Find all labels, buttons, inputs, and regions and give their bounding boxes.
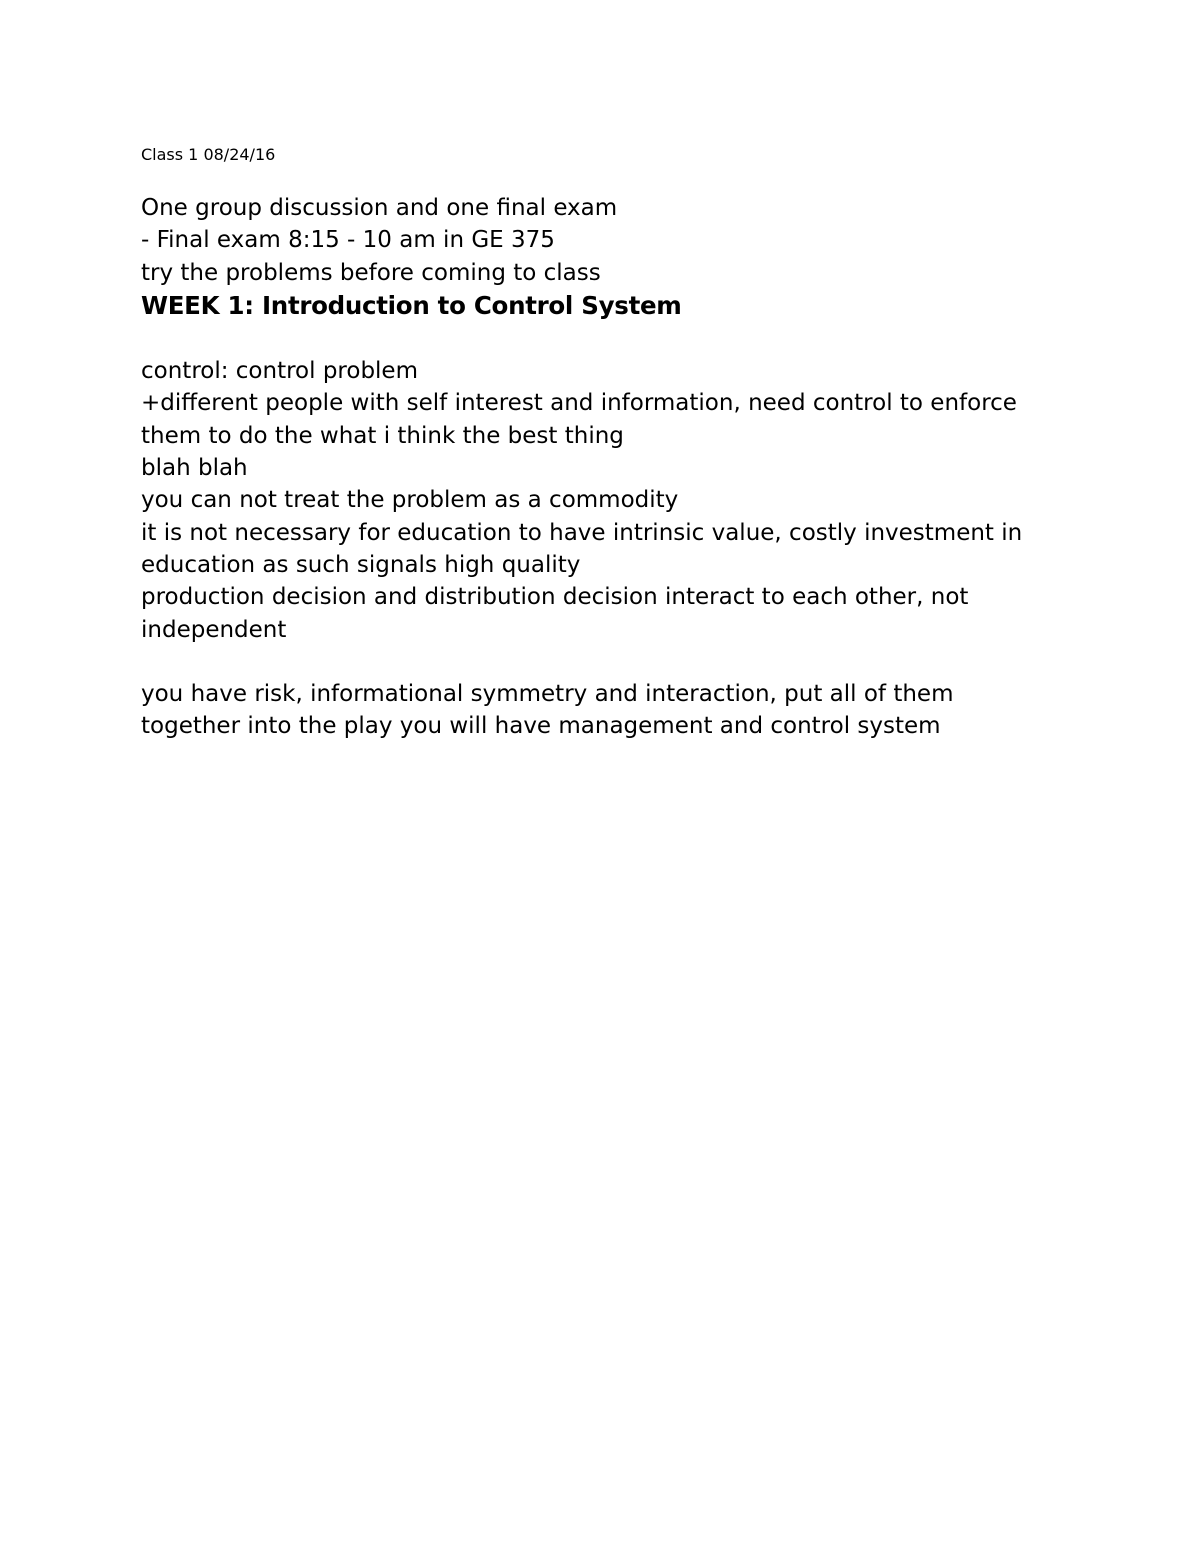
blank-line	[141, 323, 1061, 355]
document-content	[141, 140, 1061, 743]
text-line: production decision and distribution decision interact to each other, not	[141, 584, 969, 611]
week-heading: WEEK 1: Introduction to Control System	[141, 290, 682, 320]
text-line: it is not necessary for education to have intrinsic value, costly investment in	[141, 519, 1023, 546]
text-line: blah blah	[141, 455, 248, 482]
class-date-line: Class 1 08/24/16	[141, 145, 276, 164]
text-line: together into the play you will have management and control system	[141, 713, 941, 740]
text-line: try the problems before coming to class	[141, 259, 601, 286]
text-line: +different people with self interest and information, need control to enforce	[141, 390, 1017, 417]
text-line: you can not treat the problem as a commodity	[141, 487, 679, 514]
text-line: control: control problem	[141, 358, 418, 385]
blank-line	[141, 646, 1061, 678]
text-line: them to do the what i think the best thing	[141, 422, 624, 449]
text-line: One group discussion and one final exam	[141, 195, 618, 221]
text-line: education as such signals high quality	[141, 551, 581, 578]
text-line: you have risk, informational symmetry and interaction, put all of them	[141, 681, 954, 708]
text-line: - Final exam 8:15 - 10 am in GE 375	[141, 227, 555, 254]
text-line: independent	[141, 616, 287, 643]
